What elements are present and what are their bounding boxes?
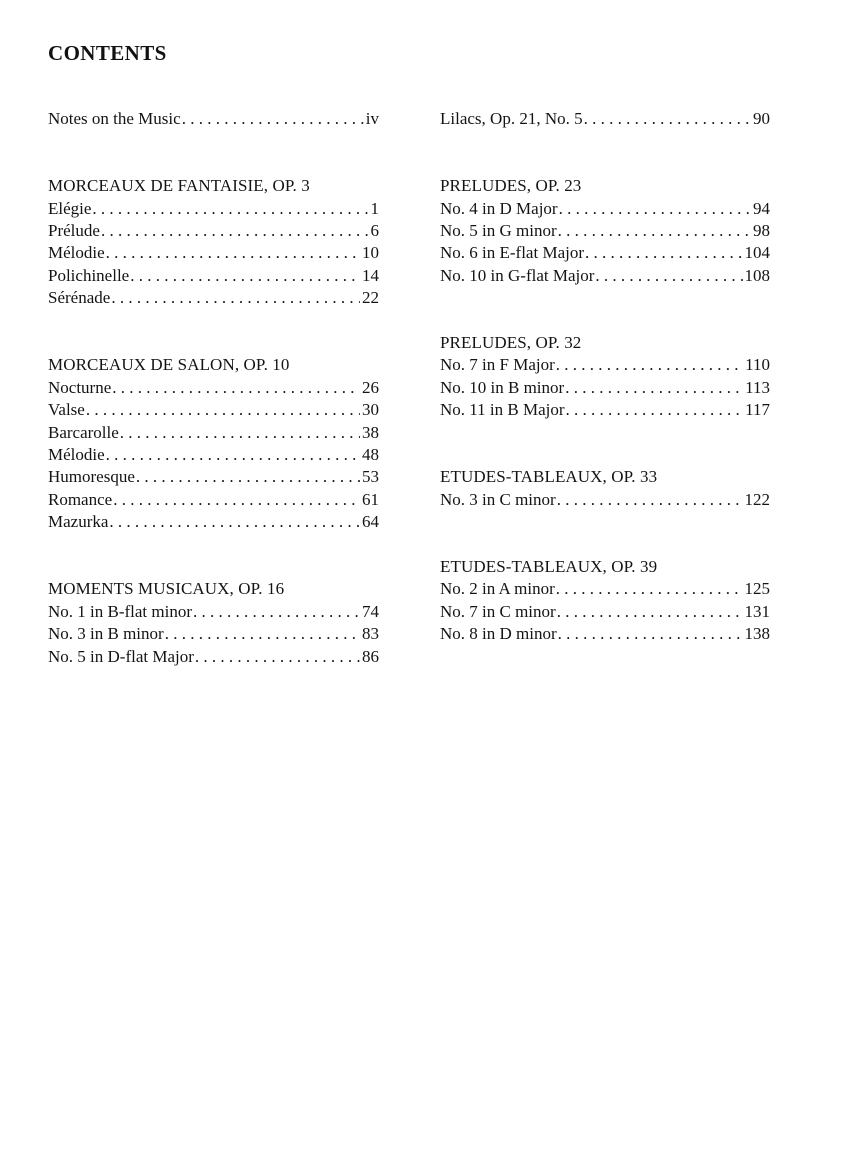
toc-section	[440, 108, 770, 130]
dot-leader	[109, 511, 360, 533]
entry-title: Lilacs, Op. 21, No. 5	[440, 109, 583, 128]
entry-page-number: 131	[744, 601, 770, 621]
entry-title: No. 10 in B minor	[440, 377, 565, 397]
entry-title: Nocturne	[48, 377, 112, 397]
entry-page-number: 117	[745, 400, 770, 420]
dot-leader	[106, 444, 360, 466]
toc-entry	[440, 354, 770, 376]
toc-entry	[440, 198, 770, 220]
toc-entry	[48, 198, 379, 220]
toc-entry	[48, 377, 379, 399]
toc-entry	[48, 466, 379, 488]
entry-title: Polichinelle	[48, 265, 130, 285]
toc-entry	[440, 601, 770, 623]
entry-page-number: 26	[362, 377, 379, 397]
toc-entry	[48, 444, 379, 466]
entry-title: Sérénade	[48, 288, 111, 308]
entry-page-number: 64	[362, 512, 379, 532]
dot-leader	[106, 242, 360, 264]
toc-section	[48, 578, 379, 668]
toc-entry	[48, 623, 379, 645]
entry-title: Romance	[48, 489, 113, 509]
toc-entry	[440, 489, 770, 511]
entry-page-number: 30	[362, 400, 379, 420]
toc-column-right	[440, 108, 770, 646]
entry-page-number: 74	[362, 601, 379, 621]
entry-title: No. 8 in D minor	[440, 624, 557, 644]
toc-entry	[440, 399, 770, 421]
toc-entry	[48, 242, 379, 264]
section-heading: MOMENTS MUSICAUX, OP. 16	[48, 579, 285, 599]
entry-page-number: 1	[370, 198, 379, 218]
entry-page-number: 98	[753, 221, 770, 241]
entry-page-number: 94	[753, 198, 770, 218]
dot-leader	[130, 265, 360, 287]
dot-leader	[557, 489, 743, 511]
entry-page-number: 125	[744, 579, 770, 599]
dot-leader	[556, 354, 743, 376]
dot-leader	[193, 601, 360, 623]
toc-entry	[48, 220, 379, 242]
dot-leader	[595, 265, 742, 287]
entry-title: Barcarolle	[48, 422, 119, 442]
dot-leader	[113, 489, 360, 511]
section-heading: ETUDES-TABLEAUX, OP. 33	[440, 467, 658, 487]
dot-leader	[584, 108, 751, 130]
entry-page-number: 113	[745, 377, 770, 397]
entry-page-number: 108	[744, 265, 770, 285]
toc-section	[48, 108, 379, 130]
toc-entry	[440, 265, 770, 287]
entry-page-number: 48	[362, 445, 379, 465]
toc-entry	[440, 377, 770, 399]
entry-title: No. 2 in A minor	[440, 579, 555, 599]
dot-leader	[558, 220, 751, 242]
entry-page-number: 83	[362, 624, 379, 644]
toc-section	[48, 175, 379, 309]
dot-leader	[112, 377, 360, 399]
entry-page-number: 138	[744, 624, 770, 644]
entry-title: Mazurka	[48, 512, 109, 532]
page-title: CONTENTS	[48, 41, 167, 65]
entry-title: No. 4 in D Major	[440, 198, 558, 218]
entry-page-number: 14	[362, 265, 379, 285]
dot-leader	[92, 198, 368, 220]
entry-title: No. 5 in D-flat Major	[48, 646, 194, 666]
entry-title: No. 7 in F Major	[440, 355, 555, 375]
entry-page-number: 90	[753, 109, 770, 128]
toc-entry	[48, 601, 379, 623]
entry-title: No. 6 in E-flat Major	[440, 243, 584, 263]
dot-leader	[111, 287, 360, 309]
toc-entry	[48, 108, 379, 130]
section-heading: MORCEAUX DE SALON, OP. 10	[48, 355, 290, 375]
entry-title: Valse	[48, 400, 85, 420]
entry-title: No. 3 in B minor	[48, 624, 164, 644]
toc-column-left	[48, 108, 379, 668]
entry-title: No. 11 in B Major	[440, 400, 565, 420]
toc-section	[440, 175, 770, 287]
entry-title: No. 1 in B-flat minor	[48, 601, 193, 621]
toc-entry	[440, 242, 770, 264]
toc-section	[48, 354, 379, 533]
entry-page-number: 122	[744, 489, 770, 509]
toc-entry	[440, 578, 770, 600]
dot-leader	[182, 108, 364, 130]
entry-title: Elégie	[48, 198, 92, 218]
toc-entry	[440, 623, 770, 645]
dot-leader	[120, 422, 360, 444]
dot-leader	[559, 198, 751, 220]
toc-entry	[440, 220, 770, 242]
toc-entry	[48, 265, 379, 287]
dot-leader	[558, 623, 743, 645]
toc-entry	[48, 399, 379, 421]
section-heading: PRELUDES, OP. 32	[440, 333, 582, 353]
section-heading: PRELUDES, OP. 23	[440, 176, 582, 196]
dot-leader	[86, 399, 360, 421]
entry-title: No. 10 in G-flat Major	[440, 265, 595, 285]
entry-title: Humoresque	[48, 467, 135, 487]
dot-leader	[565, 377, 743, 399]
entry-title: Mélodie	[48, 445, 105, 465]
entry-page-number: 6	[370, 221, 379, 241]
entry-page-number: 53	[362, 467, 379, 487]
entry-page-number: 22	[362, 288, 379, 308]
toc-entry	[48, 422, 379, 444]
entry-title: No. 3 in C minor	[440, 489, 556, 509]
dot-leader	[165, 623, 360, 645]
toc-entry	[48, 287, 379, 309]
toc-section	[440, 466, 770, 511]
toc-entry	[440, 108, 770, 130]
toc-section	[440, 556, 770, 646]
entry-title: Prélude	[48, 221, 100, 241]
entry-title: No. 7 in C minor	[440, 601, 556, 621]
toc-section	[440, 332, 770, 422]
toc-entry	[48, 489, 379, 511]
section-heading: MORCEAUX DE FANTAISIE, OP. 3	[48, 176, 310, 196]
dot-leader	[585, 242, 743, 264]
entry-page-number: 61	[362, 489, 379, 509]
dot-leader	[557, 601, 743, 623]
entry-page-number: 86	[362, 646, 379, 666]
entry-page-number: 38	[362, 422, 379, 442]
entry-page-number: 110	[745, 355, 770, 375]
dot-leader	[556, 578, 743, 600]
entry-page-number: 104	[744, 243, 770, 263]
dot-leader	[101, 220, 369, 242]
entry-page-number: 10	[362, 243, 379, 263]
toc-entry	[48, 511, 379, 533]
dot-leader	[195, 646, 360, 668]
dot-leader	[136, 466, 360, 488]
entry-page-number: iv	[365, 109, 379, 128]
entry-title: Notes on the Music	[48, 109, 181, 128]
dot-leader	[566, 399, 744, 421]
entry-title: Mélodie	[48, 243, 105, 263]
entry-title: No. 5 in G minor	[440, 221, 557, 241]
section-heading: ETUDES-TABLEAUX, OP. 39	[440, 557, 658, 577]
toc-entry	[48, 646, 379, 668]
